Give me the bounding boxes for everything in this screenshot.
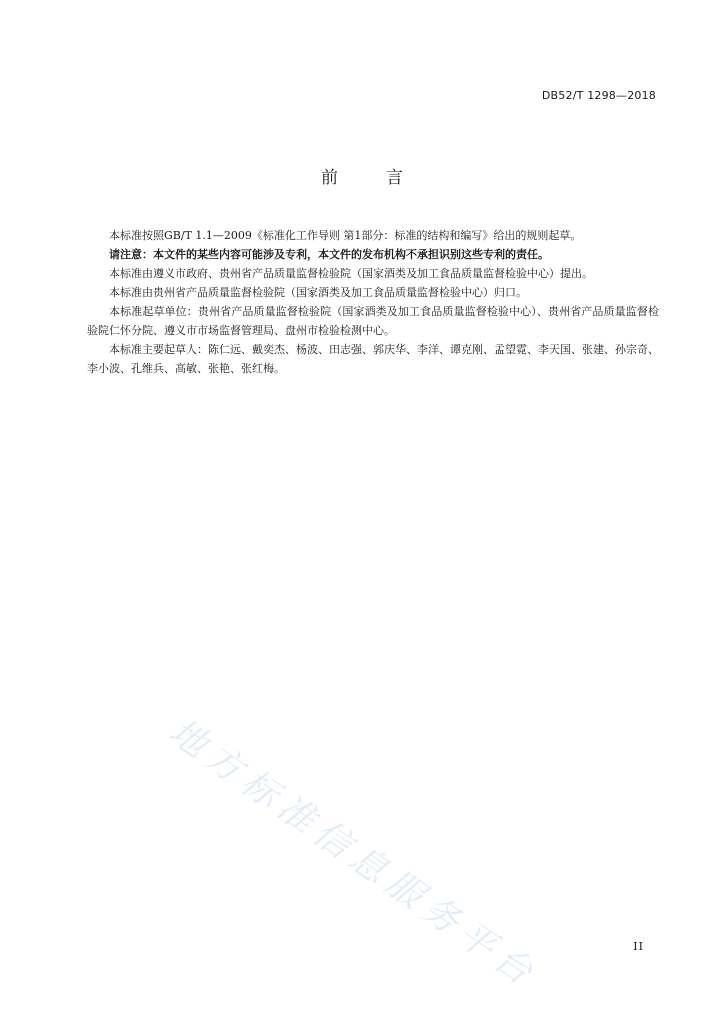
page-title (0, 163, 724, 188)
document-code: DB52/T 1298—2018 (541, 89, 656, 102)
paragraph-centralized-by: 本标准由贵州省产品质量监督检验院（国家酒类及加工食品质量监督检验中心）归口。 (109, 286, 527, 299)
title-char-2: 言 (386, 168, 403, 188)
paragraph-drafters: 本标准主要起草人：陈仁远、戴奕杰、杨波、田志强、郭庆华、李洋、谭克刚、孟望霓、李天国、张建、孙宗奇、李小波、孔维兵、高敏、张艳、张红梅。 (87, 343, 659, 375)
watermark: 地方标准信息服务平台 (161, 711, 546, 998)
foreword-body (87, 226, 659, 378)
paragraph-patent-notice: 请注意：本文件的某些内容可能涉及专利，本文件的发布机构不承担识别这些专利的责任。 (109, 248, 549, 261)
page-number: II (633, 940, 644, 953)
title-char-1: 前 (321, 168, 338, 188)
paragraph-drafting-rules: 本标准按照GB/T 1.1—2009《标准化工作导则 第1部分：标准的结构和编写》给出的规则起草。 (109, 229, 582, 242)
paragraph-drafting-units: 本标准起草单位：贵州省产品质量监督检验院（国家酒类及加工食品质量监督检验中心）、贵州省产品质量监督检验院仁怀分院、遵义市市场监督管理局、盘州市检验检测中心。 (87, 305, 659, 337)
paragraph-proposed-by: 本标准由遵义市政府、贵州省产品质量监督检验院（国家酒类及加工食品质量监督检验中心）提出。 (109, 267, 593, 280)
